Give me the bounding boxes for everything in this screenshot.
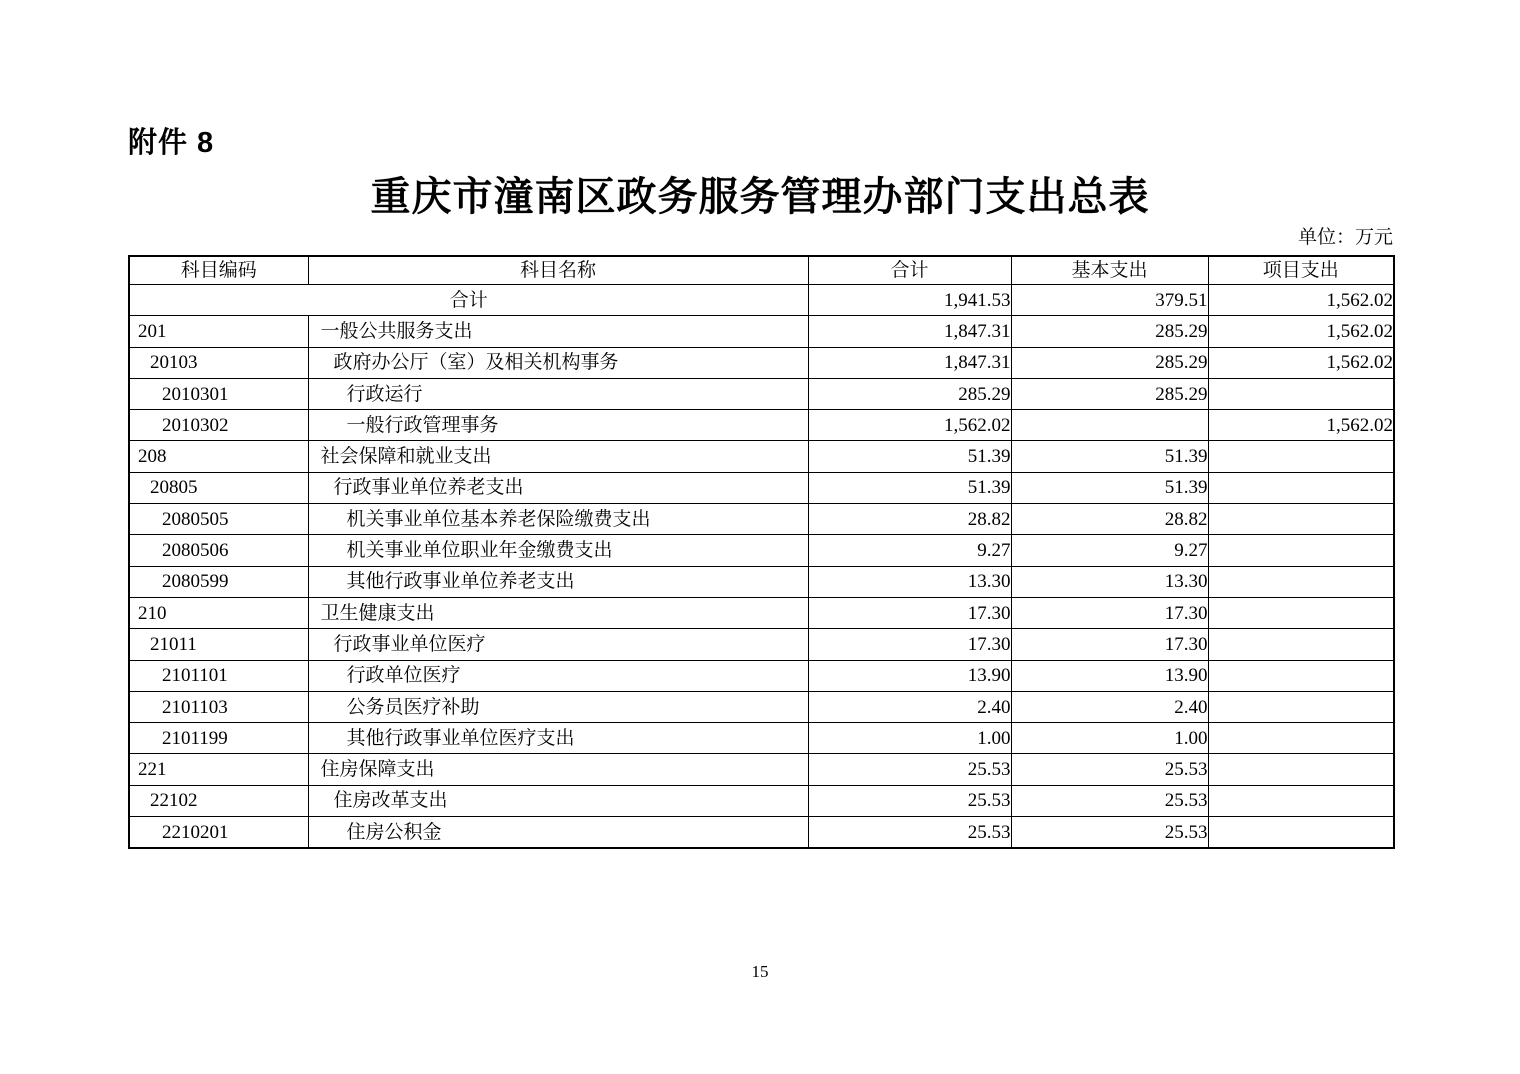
- total-row-basic: 379.51: [1011, 285, 1208, 316]
- total-cell: 1.00: [808, 723, 1011, 754]
- table-row: [129, 378, 1394, 409]
- basic-expenditure-cell: 285.29: [1011, 316, 1208, 347]
- subject-name-cell: 卫生健康支出: [308, 597, 808, 628]
- project-expenditure-cell: [1208, 691, 1394, 722]
- basic-expenditure-cell: 51.39: [1011, 472, 1208, 503]
- subject-code-cell: 2080506: [129, 535, 308, 566]
- subject-name-cell: 一般行政管理事务: [308, 410, 808, 441]
- basic-expenditure-cell: 13.30: [1011, 566, 1208, 597]
- table-row: [129, 629, 1394, 660]
- basic-expenditure-cell: 25.53: [1011, 817, 1208, 849]
- subject-name-cell: 住房保障支出: [308, 754, 808, 785]
- project-expenditure-cell: [1208, 504, 1394, 535]
- basic-expenditure-cell: 17.30: [1011, 629, 1208, 660]
- total-cell: 2.40: [808, 691, 1011, 722]
- total-cell: 1,562.02: [808, 410, 1011, 441]
- table-header-row: [129, 256, 1394, 285]
- subject-name-cell: 一般公共服务支出: [308, 316, 808, 347]
- basic-expenditure-cell: 28.82: [1011, 504, 1208, 535]
- basic-expenditure-cell: 285.29: [1011, 378, 1208, 409]
- subject-name-cell: 政府办公厅（室）及相关机构事务: [308, 347, 808, 378]
- basic-expenditure-cell: 17.30: [1011, 597, 1208, 628]
- subject-code-cell: 221: [129, 754, 308, 785]
- project-expenditure-cell: [1208, 660, 1394, 691]
- table-row: [129, 347, 1394, 378]
- table-row: [129, 660, 1394, 691]
- subject-name-cell: 行政事业单位养老支出: [308, 472, 808, 503]
- project-expenditure-cell: [1208, 441, 1394, 472]
- subject-code-cell: 22102: [129, 785, 308, 816]
- basic-expenditure-cell: 13.90: [1011, 660, 1208, 691]
- subject-code-cell: 21011: [129, 629, 308, 660]
- project-expenditure-cell: 1,562.02: [1208, 316, 1394, 347]
- table-row: [129, 504, 1394, 535]
- subject-code-cell: 2010301: [129, 378, 308, 409]
- table-row: [129, 316, 1394, 347]
- total-cell: 17.30: [808, 597, 1011, 628]
- total-cell: 25.53: [808, 817, 1011, 849]
- project-expenditure-cell: [1208, 785, 1394, 816]
- subject-code-cell: 210: [129, 597, 308, 628]
- subject-name-cell: 公务员医疗补助: [308, 691, 808, 722]
- project-expenditure-cell: [1208, 566, 1394, 597]
- table-row: [129, 754, 1394, 785]
- table-row: [129, 472, 1394, 503]
- table-row: [129, 535, 1394, 566]
- subject-code-cell: 2080599: [129, 566, 308, 597]
- basic-expenditure-cell: 1.00: [1011, 723, 1208, 754]
- project-expenditure-cell: [1208, 597, 1394, 628]
- header-total: 合计: [808, 256, 1011, 285]
- project-expenditure-cell: [1208, 817, 1394, 849]
- subject-name-cell: 行政运行: [308, 378, 808, 409]
- basic-expenditure-cell: [1011, 410, 1208, 441]
- subject-name-cell: 机关事业单位职业年金缴费支出: [308, 535, 808, 566]
- subject-code-cell: 2210201: [129, 817, 308, 849]
- basic-expenditure-cell: 2.40: [1011, 691, 1208, 722]
- subject-name-cell: 其他行政事业单位医疗支出: [308, 723, 808, 754]
- project-expenditure-cell: [1208, 378, 1394, 409]
- basic-expenditure-cell: 51.39: [1011, 441, 1208, 472]
- expenditure-table: [128, 255, 1395, 849]
- table-row: [129, 597, 1394, 628]
- subject-name-cell: 社会保障和就业支出: [308, 441, 808, 472]
- subject-code-cell: 2101103: [129, 691, 308, 722]
- total-cell: 28.82: [808, 504, 1011, 535]
- total-cell: 285.29: [808, 378, 1011, 409]
- header-basic-expenditure: 基本支出: [1011, 256, 1208, 285]
- total-cell: 17.30: [808, 629, 1011, 660]
- table-row: [129, 410, 1394, 441]
- page-number: 15: [751, 962, 769, 981]
- total-cell: 1,847.31: [808, 347, 1011, 378]
- project-expenditure-cell: [1208, 754, 1394, 785]
- project-expenditure-cell: [1208, 472, 1394, 503]
- table-row: [129, 691, 1394, 722]
- project-expenditure-cell: 1,562.02: [1208, 410, 1394, 441]
- total-row: [129, 285, 1394, 316]
- table-row: [129, 723, 1394, 754]
- total-cell: 25.53: [808, 785, 1011, 816]
- project-expenditure-cell: [1208, 629, 1394, 660]
- subject-name-cell: 其他行政事业单位养老支出: [308, 566, 808, 597]
- project-expenditure-cell: 1,562.02: [1208, 347, 1394, 378]
- basic-expenditure-cell: 25.53: [1011, 785, 1208, 816]
- header-subject-name: 科目名称: [308, 256, 808, 285]
- subject-name-cell: 行政事业单位医疗: [308, 629, 808, 660]
- unit-note: 单位：万元: [1297, 227, 1393, 248]
- total-cell: 13.90: [808, 660, 1011, 691]
- table-row: [129, 566, 1394, 597]
- header-project-expenditure: 项目支出: [1208, 256, 1394, 285]
- total-cell: 25.53: [808, 754, 1011, 785]
- subject-code-cell: 2101101: [129, 660, 308, 691]
- total-row-total: 1,941.53: [808, 285, 1011, 316]
- basic-expenditure-cell: 25.53: [1011, 754, 1208, 785]
- subject-code-cell: 2101199: [129, 723, 308, 754]
- project-expenditure-cell: [1208, 723, 1394, 754]
- subject-name-cell: 机关事业单位基本养老保险缴费支出: [308, 504, 808, 535]
- header-subject-code: 科目编码: [129, 256, 308, 285]
- subject-code-cell: 208: [129, 441, 308, 472]
- total-cell: 51.39: [808, 472, 1011, 503]
- subject-code-cell: 201: [129, 316, 308, 347]
- total-row-project: 1,562.02: [1208, 285, 1394, 316]
- total-cell: 13.30: [808, 566, 1011, 597]
- basic-expenditure-cell: 9.27: [1011, 535, 1208, 566]
- total-row-label: 合计: [129, 285, 808, 316]
- subject-code-cell: 20805: [129, 472, 308, 503]
- subject-code-cell: 2080505: [129, 504, 308, 535]
- total-cell: 51.39: [808, 441, 1011, 472]
- table-row: [129, 817, 1394, 849]
- total-cell: 9.27: [808, 535, 1011, 566]
- page-title: 重庆市潼南区政务服务管理办部门支出总表: [370, 174, 1150, 219]
- table-row: [129, 441, 1394, 472]
- table-row: [129, 785, 1394, 816]
- subject-code-cell: 20103: [129, 347, 308, 378]
- total-cell: 1,847.31: [808, 316, 1011, 347]
- subject-name-cell: 行政单位医疗: [308, 660, 808, 691]
- attachment-label: 附件 8: [128, 127, 215, 159]
- project-expenditure-cell: [1208, 535, 1394, 566]
- basic-expenditure-cell: 285.29: [1011, 347, 1208, 378]
- subject-name-cell: 住房公积金: [308, 817, 808, 849]
- subject-name-cell: 住房改革支出: [308, 785, 808, 816]
- subject-code-cell: 2010302: [129, 410, 308, 441]
